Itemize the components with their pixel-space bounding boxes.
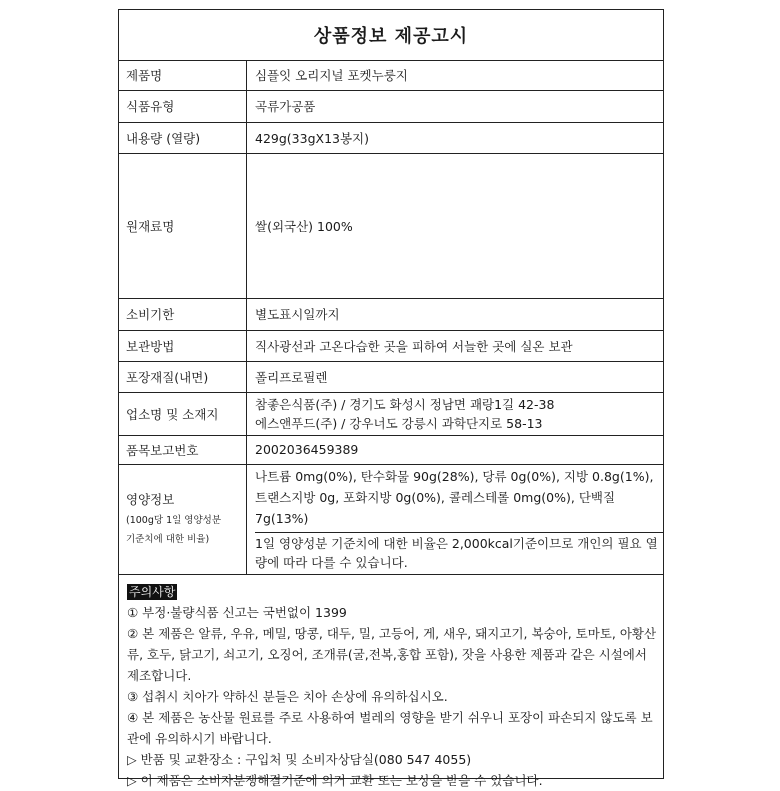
row-storage [119,330,663,361]
value-capacity: 429g(33gX13봉지) [247,122,664,153]
value-ingredients: 쌀(외국산) 100% [247,153,664,298]
row-ingredients [119,153,663,298]
warning-line-3: ③ 섭취시 치아가 약하신 분들은 치아 손상에 유의하십시오. [127,688,448,704]
nutrition-note: 1일 영양성분 기준치에 대한 비율은 2,000kcal기준이므로 개인의 필요 열량에 따라 다를 수 있습니다. [255,532,663,574]
value-nutrition-cell [247,464,664,574]
value-food-type: 곡류가공품 [247,90,664,122]
info-table [119,61,663,575]
warnings-section [119,575,663,791]
row-product-name [119,61,663,90]
warning-line-2: ② 본 제품은 알류, 우유, 메밀, 땅콩, 대두, 밀, 고등어, 게, 새우, 돼지고기, 복숭아, 토마토, 아황산류, 호두, 닭고기, 쇠고기, 오징어, 조개류(굴,전복,홍합 포함), 잣을 사용한 제품과 같은 시설에서 제조합니다. [127,625,657,683]
label-storage: 보관방법 [119,330,247,361]
warning-line-6: ▷ 이 제품은 소비자분쟁해결기준에 의거 교환 또는 보상을 받을 수 있습니다. [127,772,543,788]
value-expiry: 별도표시일까지 [247,298,664,330]
nutrition-values: 나트륨 0mg(0%), 탄수화물 90g(28%), 당류 0g(0%), 지방 0.8g(1%), 트랜스지방 0g, 포화지방 0g(0%), 콜레스테롤 0mg(0%), 단백질 7g(13%) [255,468,654,526]
label-food-type: 식품유형 [119,90,247,122]
row-company [119,392,663,435]
row-packaging [119,361,663,392]
warnings-title: 주의사항 [129,584,176,599]
label-nutrition: 영양정보 [126,492,175,507]
product-info-notice [118,9,664,788]
row-report-no [119,435,663,464]
label-nutrition-sub-1: (100g당 1일 영양성분 [126,515,222,526]
label-expiry: 소비기한 [119,298,247,330]
label-product-name: 제품명 [119,61,247,90]
warning-line-4: ④ 본 제품은 농산물 원료를 주로 사용하여 벌레의 영향을 받기 쉬우니 포장이 파손되지 않도록 보관에 유의하시기 바랍니다. [127,709,653,746]
label-nutrition-cell [119,464,247,574]
label-company: 업소명 및 소재지 [119,392,247,435]
row-expiry [119,298,663,330]
value-packaging: 폴리프로필렌 [247,361,664,392]
company-line-1: 참좋은식품(주) / 경기도 화성시 정남면 괘랑1길 42-38 [255,396,555,412]
label-nutrition-sub-2: 기준치에 대한 비율) [126,534,210,545]
label-packaging: 포장재질(내면) [119,361,247,392]
label-capacity: 내용량 (열량) [119,122,247,153]
row-food-type [119,90,663,122]
row-capacity [119,122,663,153]
company-line-2: 에스앤푸드(주) / 강우너도 강릉시 과학단지로 58-13 [255,415,543,431]
page-title: 상품정보 제공고시 [119,10,663,61]
warning-line-5: ▷ 반품 및 교환장소 : 구입처 및 소비자상담실(080 547 4055) [127,751,472,767]
value-report-no: 2002036459389 [247,435,664,464]
warning-line-1: ① 부정·불량식품 신고는 국번없이 1399 [127,604,347,620]
row-nutrition [119,464,663,574]
value-product-name: 심플잇 오리지널 포켓누룽지 [247,61,664,90]
label-report-no: 품목보고번호 [119,435,247,464]
value-storage: 직사광선과 고온다습한 곳을 피하여 서늘한 곳에 실온 보관 [247,330,664,361]
label-ingredients: 원재료명 [119,153,247,298]
value-company [247,392,664,435]
